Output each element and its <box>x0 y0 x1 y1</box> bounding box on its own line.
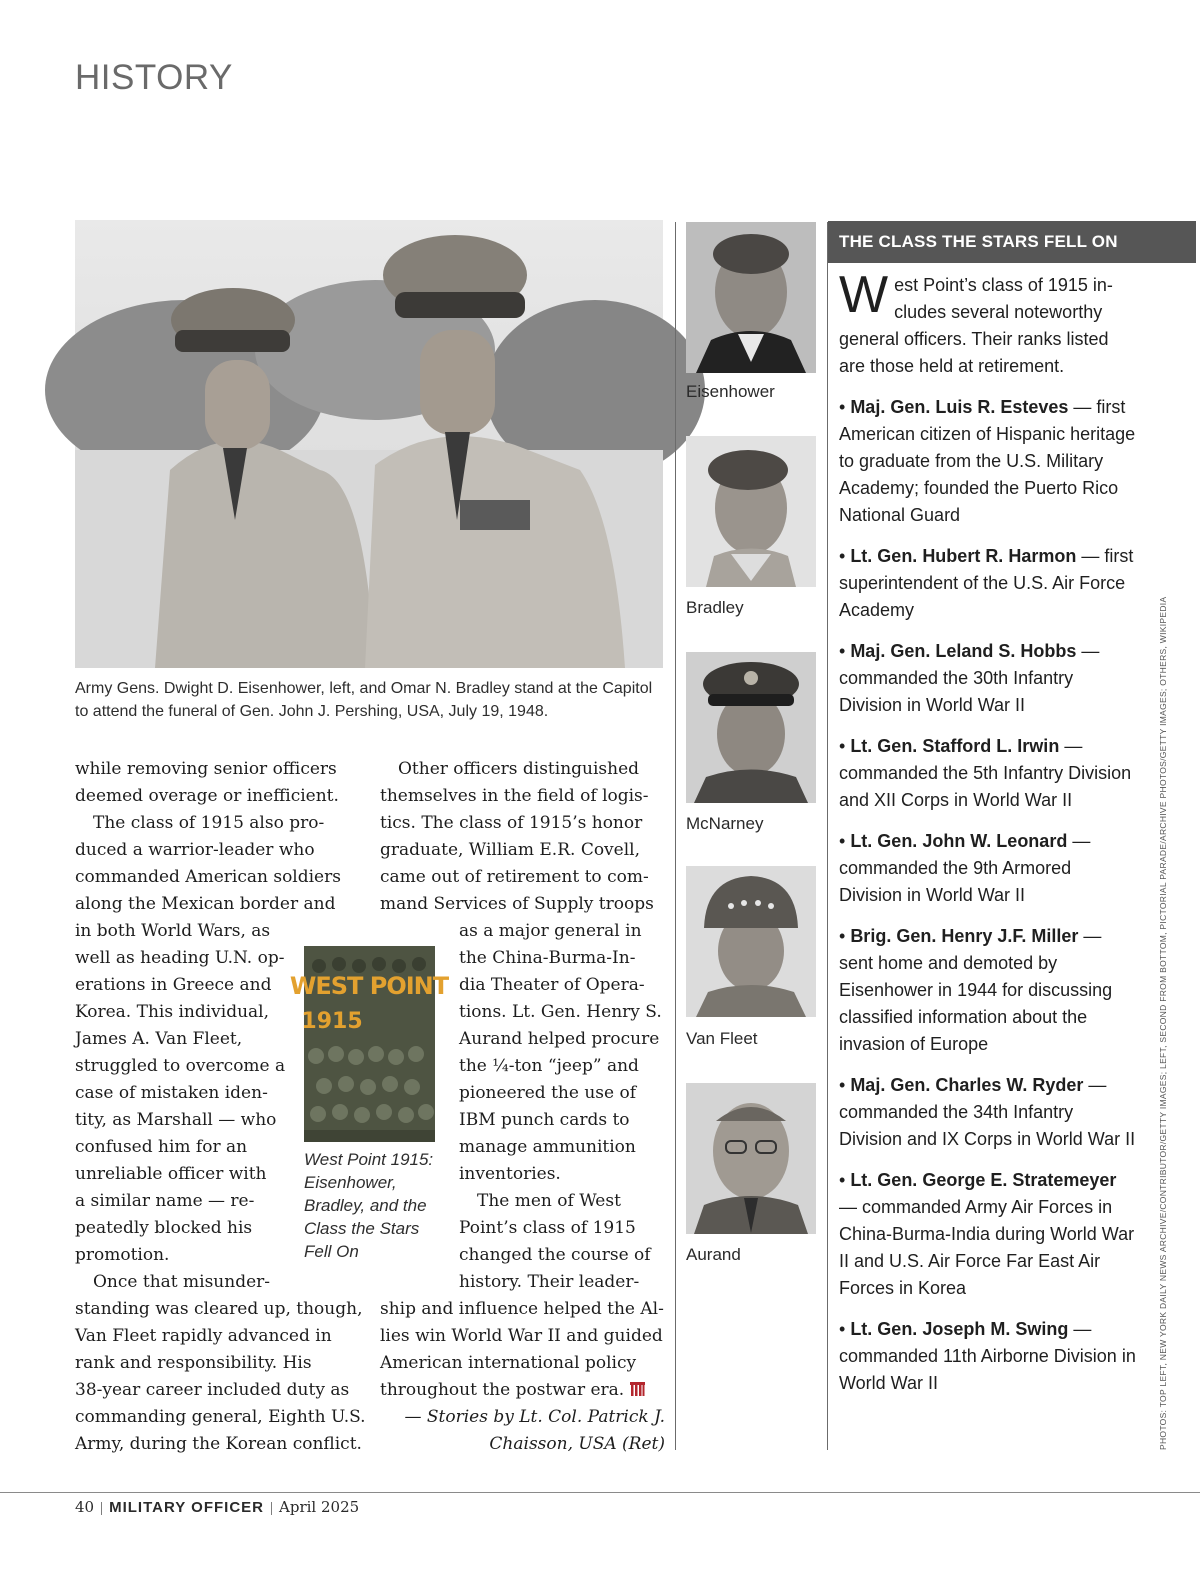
officer-name: Maj. Gen. Luis R. Esteves <box>850 397 1069 417</box>
officer-name: Lt. Gen. Stafford L. Irwin <box>850 736 1060 756</box>
text-line: the ¼-ton “jeep” and <box>459 1056 639 1076</box>
officer-entry: • Brig. Gen. Henry J.F. Miller — sent home and demoted by Eisenhower in 1944 for discussing classified information about the invasion of Europe <box>839 926 1113 1054</box>
page-footer <box>75 1498 359 1517</box>
text-line: tics. The class of 1915’s honor <box>380 813 643 833</box>
text-line: Once that misunder- <box>93 1272 271 1292</box>
book-cover-image <box>289 946 449 1142</box>
section-label: HISTORY <box>75 58 233 97</box>
text-line: unreliable officer with <box>75 1164 267 1184</box>
portrait-name: Van Fleet <box>686 1029 758 1048</box>
sidebar-title: THE CLASS THE STARS FELL ON <box>828 221 1196 263</box>
drop-cap: W <box>839 266 889 324</box>
officer-name: Maj. Gen. Charles W. Ryder <box>850 1075 1084 1095</box>
text-line: 38-year career included duty as <box>75 1380 350 1400</box>
text-line: graduate, William E.R. Covell, <box>380 840 640 860</box>
portrait-photo <box>686 866 816 1017</box>
text-line: struggled to overcome a <box>75 1056 286 1076</box>
issue-date: April 2025 <box>279 1498 360 1516</box>
text-line: changed the course of <box>459 1245 651 1265</box>
text-line: lies win World War II and guided <box>380 1326 663 1346</box>
officer-entry: • Lt. Gen. George E. Stratemeyer — commanded Army Air Forces in China-Burma-India during World War II and U.S. Air Force Far East Air Forces in Korea <box>839 1170 1135 1298</box>
portrait-photo <box>686 652 816 803</box>
text-line: deemed overage or inefficient. <box>75 786 339 806</box>
officer-entry: • Lt. Gen. Stafford L. Irwin — commanded the 5th Infantry Division and XII Corps in World War II <box>839 736 1132 810</box>
article-column-2-top <box>380 756 665 918</box>
text-line: James A. Van Fleet, <box>75 1029 243 1049</box>
footer-separator: | <box>100 1500 104 1516</box>
byline: Chaisson, USA (Ret) <box>489 1434 665 1454</box>
officer-name: Maj. Gen. Leland S. Hobbs <box>850 641 1077 661</box>
officer-desc: — commanded the 9th Armored Division in World War II <box>839 831 1091 905</box>
officer-desc: — first American citizen of Hispanic heritage to graduate from the U.S. Military Academy; founded the Puerto Rico National Guard <box>839 397 1136 525</box>
main-photo-caption: Army Gens. Dwight D. Eisenhower, left, and Omar N. Bradley stand at the Capitol to attend the funeral of Gen. John J. Pershing, USA, July 19, 1948. <box>75 680 653 720</box>
text-line: peatedly blocked his <box>75 1218 253 1238</box>
text-line: rank and responsibility. His <box>75 1353 312 1373</box>
officer-entry: • Lt. Gen. John W. Leonard — commanded the 9th Armored Division in World War II <box>839 831 1091 905</box>
text-line: along the Mexican border and <box>75 894 336 914</box>
main-photo <box>75 220 663 668</box>
text-line: erations in Greece and <box>75 975 272 995</box>
text-line: IBM punch cards to <box>459 1110 630 1130</box>
portrait-photo <box>686 436 816 587</box>
text-line: tity, as Marshall — who <box>75 1110 277 1130</box>
text-line: Point’s class of 1915 <box>459 1218 636 1238</box>
text-line: Korea. This individual, <box>75 1002 270 1022</box>
book-title: WEST POINT <box>289 972 449 1000</box>
officer-name: Lt. Gen. John W. Leonard <box>850 831 1068 851</box>
text-line: The class of 1915 also pro- <box>93 813 325 833</box>
portrait-photo <box>686 1083 816 1234</box>
portrait-name: McNarney <box>686 814 764 833</box>
article-column-2-bottom <box>380 1296 665 1458</box>
text-line: well as heading U.N. op- <box>75 948 285 968</box>
officer-entry: • Lt. Gen. Joseph M. Swing — commanded 11th Airborne Division in World War II <box>839 1319 1136 1393</box>
text-line: confused him for an <box>75 1137 248 1157</box>
officer-entry: • Lt. Gen. Hubert R. Harmon — first superintendent of the U.S. Air Force Academy <box>839 546 1134 620</box>
text-line: case of mistaken iden- <box>75 1083 268 1103</box>
text-line: manage ammunition <box>459 1137 636 1157</box>
officer-name: Brig. Gen. Henry J.F. Miller <box>850 926 1079 946</box>
end-mark-icon <box>630 1382 645 1396</box>
text-line: Van Fleet rapidly advanced in <box>75 1326 332 1346</box>
portrait-photo <box>686 222 816 373</box>
text-line: themselves in the field of logis- <box>380 786 649 806</box>
footer-separator: | <box>270 1500 274 1516</box>
officer-desc: — commanded Army Air Forces in China-Burma-India during World War II and U.S. Air Force Far East Air Forces in Korea <box>839 1197 1135 1298</box>
officer-desc: — commanded 11th Airborne Division in World War II <box>839 1319 1136 1393</box>
text-line: the China-Burma-In- <box>459 948 636 968</box>
officer-entry: • Maj. Gen. Leland S. Hobbs — commanded the 30th Infantry Division in World War II <box>839 641 1100 715</box>
column-divider <box>675 222 676 1450</box>
officer-name: Lt. Gen. Hubert R. Harmon <box>850 546 1077 566</box>
sidebar-divider <box>827 222 828 1450</box>
officer-desc: — commanded the 5th Infantry Division and XII Corps in World War II <box>839 736 1132 810</box>
sidebar-body <box>839 266 1139 1397</box>
text-line: came out of retirement to com- <box>380 867 649 887</box>
text-line: as a major general in <box>459 921 642 941</box>
text-line: Army, during the Korean conflict. <box>75 1434 362 1454</box>
text-line: in both World Wars, as <box>75 921 271 941</box>
text-line: a similar name — re- <box>75 1191 255 1211</box>
text-line: throughout the postwar era. <box>380 1380 625 1400</box>
text-line: The men of West <box>477 1191 621 1211</box>
text-line: while removing senior officers <box>75 759 337 779</box>
text-line: history. Their leader- <box>459 1272 640 1292</box>
officer-desc: — sent home and demoted by Eisenhower in 1944 for discussing classified information about the invasion of Europe <box>839 926 1113 1054</box>
text-line: duced a warrior-leader who <box>75 840 315 860</box>
officer-entry: • Maj. Gen. Charles W. Ryder — commanded the 34th Infantry Division and IX Corps in World War II <box>839 1075 1136 1149</box>
text-line: ship and influence helped the Al- <box>380 1299 664 1319</box>
sidebar-intro: W est Point’s class of 1915 in- cludes several noteworthy general officers. Their ranks listed are those held at retirement. <box>839 266 1113 376</box>
text-line: pioneered the use of <box>459 1083 637 1103</box>
officer-desc: — commanded the 34th Infantry Division and IX Corps in World War II <box>839 1075 1136 1149</box>
text-line: Other officers distinguished <box>398 759 640 779</box>
magazine-name: MILITARY OFFICER <box>109 1499 264 1516</box>
page-number: 40 <box>75 1498 95 1516</box>
officer-name: Lt. Gen. Joseph M. Swing <box>850 1319 1069 1339</box>
officer-desc: — commanded the 30th Infantry Division in World War II <box>839 641 1100 715</box>
officer-desc: — first superintendent of the U.S. Air Force Academy <box>839 546 1134 620</box>
text-line: commanded American soldiers <box>75 867 341 887</box>
text-line: standing was cleared up, though, <box>75 1299 363 1319</box>
officer-name: Lt. Gen. George E. Stratemeyer <box>850 1170 1117 1190</box>
svg-text:1915: 1915 <box>301 1009 363 1034</box>
byline: — Stories by Lt. Col. Patrick J. <box>404 1407 665 1427</box>
officer-entry: • Maj. Gen. Luis R. Esteves — first American citizen of Hispanic heritage to graduate from the U.S. Military Academy; founded the Puerto Rico National Guard <box>839 397 1136 525</box>
article-column-2-middle <box>459 918 669 1296</box>
text-line: Aurand helped procure <box>459 1029 660 1049</box>
text-line: commanding general, Eighth U.S. <box>75 1407 366 1427</box>
portrait-name: Eisenhower <box>686 382 775 401</box>
text-line: dia Theater of Opera- <box>459 975 645 995</box>
book-caption: West Point 1915: Eisenhower, Bradley, and the Class the Stars Fell On <box>304 1150 434 1261</box>
text-line: mand Services of Supply troops <box>380 894 654 914</box>
text-line: American international policy <box>380 1353 637 1373</box>
photo-credits: PHOTOS: TOP LEFT, NEW YORK DAILY NEWS ARCHIVE/CONTRIBUTOR/GETTY IMAGES; LEFT, SECOND FROM BOTTOM, PICTORIAL PARADE/ARCHIVE PHOTOS/GETTY IMAGES; OTHERS, WIKIPEDIA <box>1158 596 1168 1450</box>
text-line: tions. Lt. Gen. Henry S. <box>459 1002 662 1022</box>
text-line: promotion. <box>75 1245 170 1265</box>
portrait-name: Bradley <box>686 598 744 617</box>
footer-divider <box>0 1492 1200 1493</box>
portrait-name: Aurand <box>686 1245 741 1264</box>
text-line: inventories. <box>459 1164 561 1184</box>
